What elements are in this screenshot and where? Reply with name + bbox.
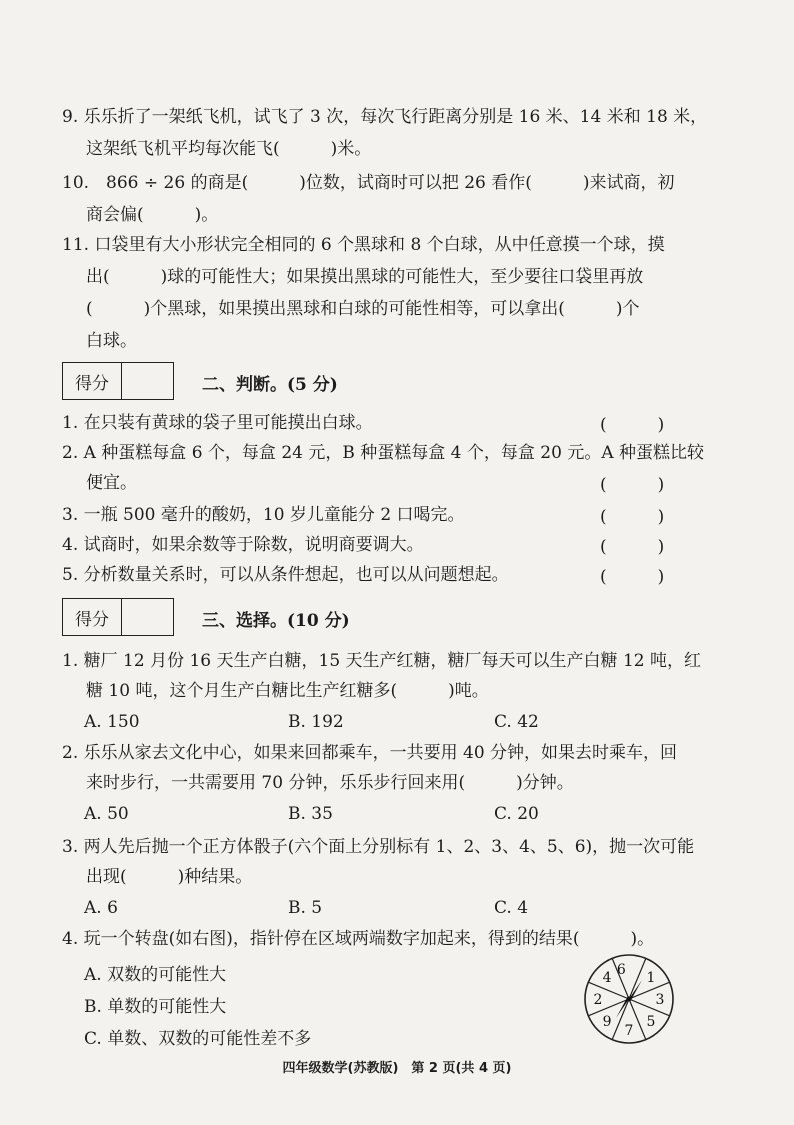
section2-title: 二、判断。(5 分) — [202, 375, 338, 395]
score-label: 得分 — [63, 599, 122, 635]
score-blank — [122, 363, 173, 399]
q10-line-1: 10. 866 ÷ 26 的商是( )位数，试商时可以把 26 看作( )来试商，初 — [62, 173, 675, 193]
choice-q2-option-a: A. 50 — [84, 804, 129, 824]
score-box-section2 — [62, 362, 174, 400]
spinner-number-5: 5 — [646, 1013, 656, 1030]
choice-q2-line-1: 2. 乐乐从家去文化中心，如果来回都乘车，一共要用 40 分钟，如果去时乘车，回 — [62, 743, 678, 763]
q9-line-2: 这架纸飞机平均每次能飞( )米。 — [86, 139, 372, 159]
spinner-number-1: 1 — [646, 970, 656, 987]
q11-line-3: ( )个黑球，如果摸出黑球和白球的可能性相等，可以拿出( )个 — [86, 299, 640, 319]
judge-answer-2: ( ) — [600, 475, 665, 495]
spinner-number-3: 3 — [655, 992, 665, 1008]
choice-q1-line-2: 糖 10 吨，这个月生产白糖比生产红糖多( )吨。 — [86, 681, 489, 701]
q11-line-1: 11. 口袋里有大小形状完全相同的 6 个黑球和 8 个白球，从中任意摸一个球，摸 — [62, 235, 665, 255]
choice-q1-option-b: B. 192 — [288, 712, 344, 732]
judge-answer-3: ( ) — [600, 507, 665, 527]
choice-q3-line-1: 3. 两人先后抛一个正方体骰子(六个面上分别标有 1、2、3、4、5、6)，抛一次可能 — [62, 837, 695, 857]
choice-q4-option-b: B. 单数的可能性大 — [84, 997, 227, 1017]
score-blank — [122, 599, 173, 635]
choice-q2-line-2: 来时步行，一共需要用 70 分钟，乐乐步行回来用( )分钟。 — [86, 773, 574, 793]
choice-q2-option-b: B. 35 — [288, 804, 333, 824]
score-box-section3 — [62, 598, 174, 636]
q10-line-2: 商会偏( )。 — [86, 205, 219, 225]
spinner-center-dot — [627, 997, 632, 1002]
page-footer: 四年级数学(苏教版) 第 2 页(共 4 页) — [282, 1061, 512, 1076]
spinner-number-4: 4 — [602, 970, 612, 987]
choice-q2-option-c: C. 20 — [494, 804, 539, 824]
spinner-number-7: 7 — [624, 1023, 634, 1039]
choice-q1-line-1: 1. 糖厂 12 月份 16 天生产白糖，15 天生产红糖，糖厂每天可以生产白糖 12 吨，红 — [62, 651, 701, 671]
spinner-number-2: 2 — [593, 992, 603, 1008]
choice-q3-line-2: 出现( )种结果。 — [86, 867, 253, 887]
judge-answer-4: ( ) — [600, 537, 665, 557]
judge-answer-1: ( ) — [600, 415, 665, 435]
judge-item-5: 5. 分析数量关系时，可以从条件想起，也可以从问题想起。 — [62, 565, 509, 585]
q9-line-1: 9. 乐乐折了一架纸飞机，试飞了 3 次，每次飞行距离分别是 16 米、14 米和 18 米， — [62, 107, 708, 127]
choice-q1-option-a: A. 150 — [84, 712, 140, 732]
q11-line-2: 出( )球的可能性大；如果摸出黑球的可能性大，至少要往口袋里再放 — [86, 267, 644, 287]
spinner-number-9: 9 — [602, 1013, 612, 1030]
choice-q3-option-b: B. 5 — [288, 898, 323, 918]
spinner-number-6: 6 — [616, 961, 626, 978]
choice-q1-option-c: C. 42 — [494, 712, 539, 732]
choice-q4-option-a: A. 双数的可能性大 — [84, 965, 227, 985]
score-label: 得分 — [63, 363, 122, 399]
q11-line-4: 白球。 — [86, 331, 137, 351]
judge-item-2-cont: 便宜。 — [86, 473, 137, 493]
judge-item-2: 2. A 种蛋糕每盒 6 个，每盒 24 元，B 种蛋糕每盒 4 个，每盒 20 元。A 种蛋糕比较 — [62, 443, 705, 463]
spinner-figure — [582, 952, 676, 1046]
section3-title: 三、选择。(10 分) — [202, 611, 350, 631]
judge-item-1: 1. 在只装有黄球的袋子里可能摸出白球。 — [62, 413, 373, 433]
choice-q4-line-1: 4. 玩一个转盘(如右图)，指针停在区域两端数字加起来，得到的结果( )。 — [62, 929, 655, 949]
judge-answer-5: ( ) — [600, 567, 665, 587]
choice-q4-option-c: C. 单数、双数的可能性差不多 — [84, 1029, 312, 1049]
judge-item-3: 3. 一瓶 500 毫升的酸奶，10 岁儿童能分 2 口喝完。 — [62, 505, 465, 525]
judge-item-4: 4. 试商时，如果余数等于除数，说明商要调大。 — [62, 535, 424, 555]
choice-q3-option-c: C. 4 — [494, 898, 529, 918]
choice-q3-option-a: A. 6 — [84, 898, 118, 918]
